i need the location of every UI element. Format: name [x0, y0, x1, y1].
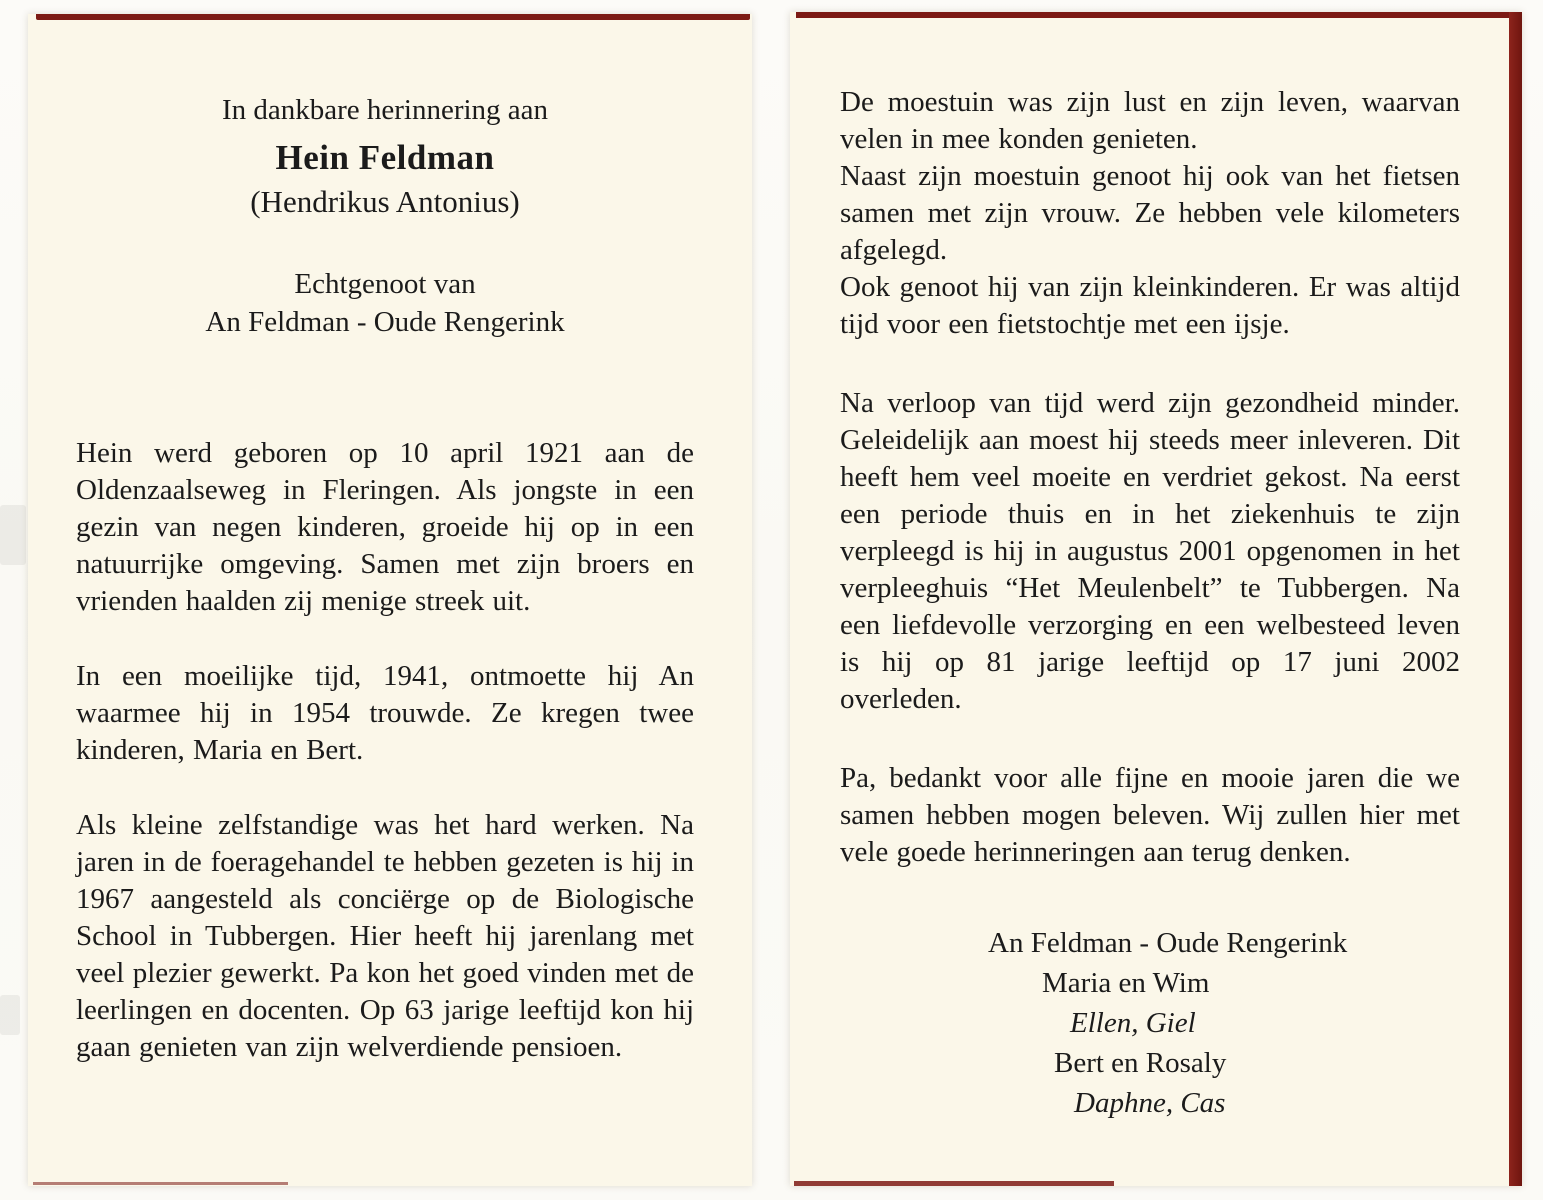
left-page-biography: [76, 435, 694, 1066]
biography-paragraph: Ook genoot hij van zijn kleinkinderen. Er was altijd tijd voor een fietstochtje met een ijsje.: [840, 271, 1460, 340]
spouse-block: [76, 265, 694, 341]
birth-names: (Hendrikus Antonius): [250, 184, 520, 219]
biography-paragraph: De moestuin was zijn lust en zijn leven, waarvan velen in mee konden genieten.: [840, 86, 1460, 155]
signature-line: Daphne, Cas: [1074, 1087, 1226, 1119]
scan-streak: [0, 995, 20, 1035]
deceased-name: Hein Feldman: [275, 138, 495, 177]
health-paragraph: Na verloop van tijd werd zijn gezondheid minder. Geleidelijk aan moest hij steeds meer inleveren. Dit heeft hem veel moeite en verdriet gekost. Na eerst een periode thuis en in het ziekenhuis te zijn verpleegd is hij in augustus 2001 opgenomen in het verpleeghuis “Het Meulenbelt” te Tubbergen. Na een liefdevolle verzorging en een welbesteed leven is hij op 81 jarige leeftijd op 17 juni 2002 overleden.: [840, 387, 1460, 715]
memorial-card-right-page: [790, 12, 1522, 1186]
memorial-card-left-page: [28, 14, 752, 1186]
signature-line: An Feldman - Oude Rengerink: [988, 927, 1348, 959]
biography-paragraph: In een moeilijke tijd, 1941, ontmoette hij An waarmee hij in 1954 trouwde. Ze kregen twee kinderen, Maria en Bert.: [76, 660, 694, 766]
signature-line: Bert en Rosaly: [1054, 1047, 1227, 1079]
signature-block: [840, 923, 1460, 1123]
signature-line: Ellen, Giel: [1070, 1007, 1196, 1039]
right-page-content: [790, 12, 1522, 1186]
signature-line: Maria en Wim: [1042, 967, 1210, 999]
scan-streak: [0, 505, 26, 565]
biography-paragraph: Hein werd geboren op 10 april 1921 aan de Oldenzaalseweg in Fleringen. Als jongste in een gezin van negen kinderen, groeide hij op in een natuurrijke omgeving. Samen met zijn broers en vrienden haalden zij menige streek uit.: [76, 437, 694, 617]
intro-line: In dankbare herinnering aan: [221, 94, 549, 126]
spouse-label: Echtgenoot van: [294, 268, 476, 300]
biography-paragraph: Naast zijn moestuin genoot hij ook van het fietsen samen met zijn vrouw. Ze hebben vele kilometers afgelegd.: [840, 160, 1460, 266]
spouse-name: An Feldman - Oude Rengerink: [205, 306, 565, 338]
garden-paragraph-group: [840, 84, 1460, 343]
biography-paragraph: Als kleine zelfstandige was het hard werken. Na jaren in de foeragehandel te hebben gezeten is hij in 1967 aangesteld als conciërge op de Biologische School in Tubbergen. Hier heeft hij jarenlang met veel plezier gewerkt. Pa kon het goed vinden met de leerlingen en docenten. Op 63 jarige leeftijd kon hij gaan genieten van zijn welverdiende pensioen.: [76, 809, 694, 1063]
left-page-content: [28, 14, 752, 1186]
thanks-paragraph: Pa, bedankt voor alle fijne en mooie jaren die we samen hebben mogen beleven. Wij zullen hier met vele goede herinneringen aan terug denken.: [840, 762, 1460, 868]
